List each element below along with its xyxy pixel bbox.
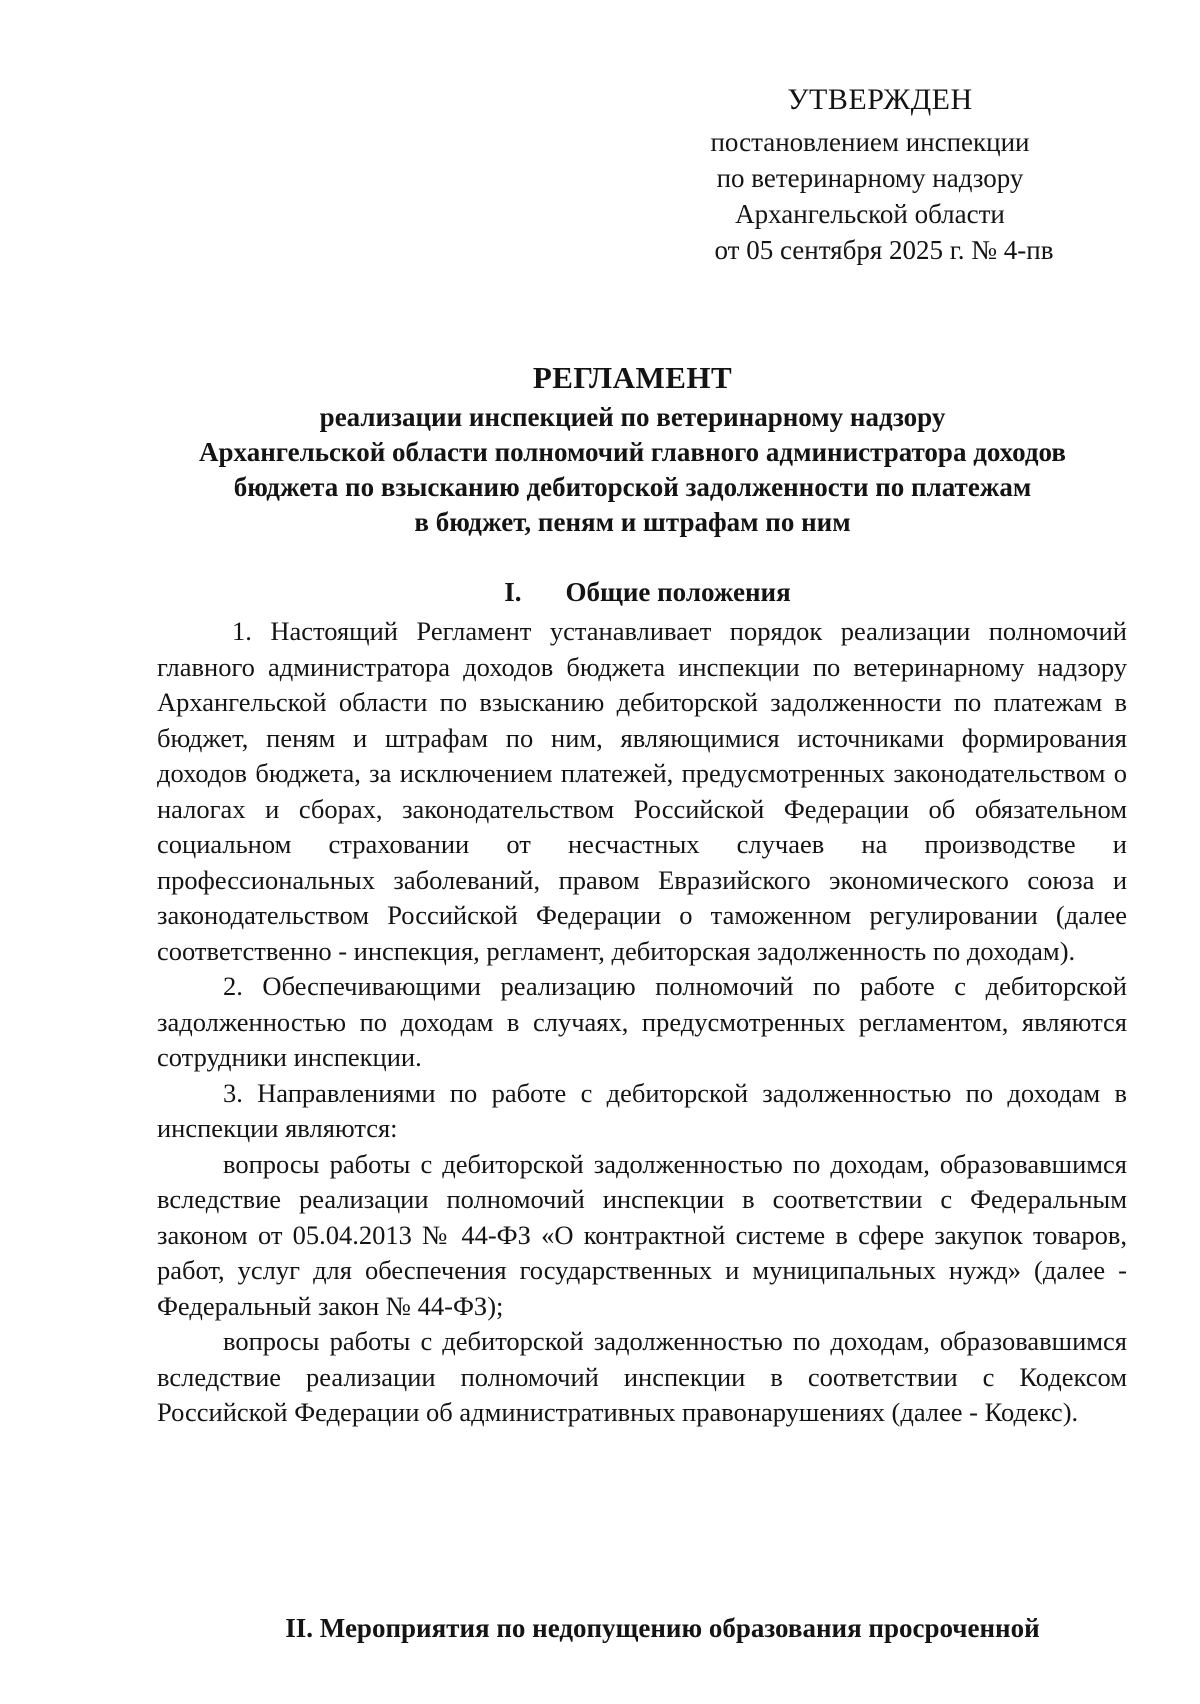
approval-date-line: от 05 сентября 2025 г. № 4-пв [714,235,1054,265]
section-2-heading: II. Мероприятия по недопущению образования просроченной [285,1613,1040,1643]
document-subtitle-line-2: Архангельской области полномочий главного администратора доходов [199,437,1066,467]
paragraph-1: 1. Настоящий Регламент устанавливает порядок реализации полномочий главного администратора доходов бюджета инспекции по ветеринарному надзору Архангельской области по взысканию дебиторской задолженности по платежам в бюджет, пеням и штрафам по ним, являющимися источниками формирования доходов бюджета, за исключением платежей, предусмотренных законодательством о налогах и сборах, законодательством Российской Федерации об обязательном социальном страховании от несчастных случаев на производстве и профессиональных заболеваний, правом Евразийского экономического союза и законодательством Российской Федерации о таможенном регулировании (далее соответственно - инспекция, регламент, дебиторская задолженность по доходам). [157,616,1127,966]
approval-stamp-block [660,82,1080,268]
section-1-title: Общие положения [565,577,791,607]
body-text [157,614,1127,1431]
approval-heading: УТВЕРЖДЕН [787,83,973,116]
section-1-heading [140,574,1125,610]
paragraph-3: 3. Направлениями по работе с дебиторской задолженностью по доходам в инспекции являются: [157,1077,1127,1143]
document-title: РЕГЛАМЕНТ [532,360,733,395]
document-subtitle-line-3: бюджета по взысканию дебиторской задолженности по платежам [233,472,1032,502]
document-subtitle-line-1: реализации инспекцией по ветеринарному надзору [319,402,946,432]
document-subtitle-line-4: в бюджет, пеням и штрафам по ним [414,507,851,537]
paragraph-2: 2. Обеспечивающими реализацию полномочий по работе с дебиторской задолженностью по доходам в случаях, предусмотренных регламентом, являются сотрудники инспекции. [157,971,1127,1072]
approval-line-1: постановлением инспекции [710,127,1030,157]
section-1-number: I. [504,577,522,607]
approval-line-2: по ветеринарному надзору [716,163,1024,193]
document-title-block [140,358,1125,540]
approval-line-3: Архангельской области [735,199,1005,229]
paragraph-5: вопросы работы с дебиторской задолженностью по доходам, образовавшимся вследствие реализации полномочий инспекции в соответствии с Кодексом Российской Федерации об административных правонарушениях (далее - Кодекс). [157,1326,1127,1427]
paragraph-4: вопросы работы с дебиторской задолженностью по доходам, образовавшимся вследствие реализации полномочий инспекции в соответствии с Федеральным законом от 05.04.2013 № 44-ФЗ «О контрактной системе в сфере закупок товаров, работ, услуг для обеспечения государственных и муниципальных нужд» (далее - Федеральный закон № 44-ФЗ); [157,1148,1127,1321]
